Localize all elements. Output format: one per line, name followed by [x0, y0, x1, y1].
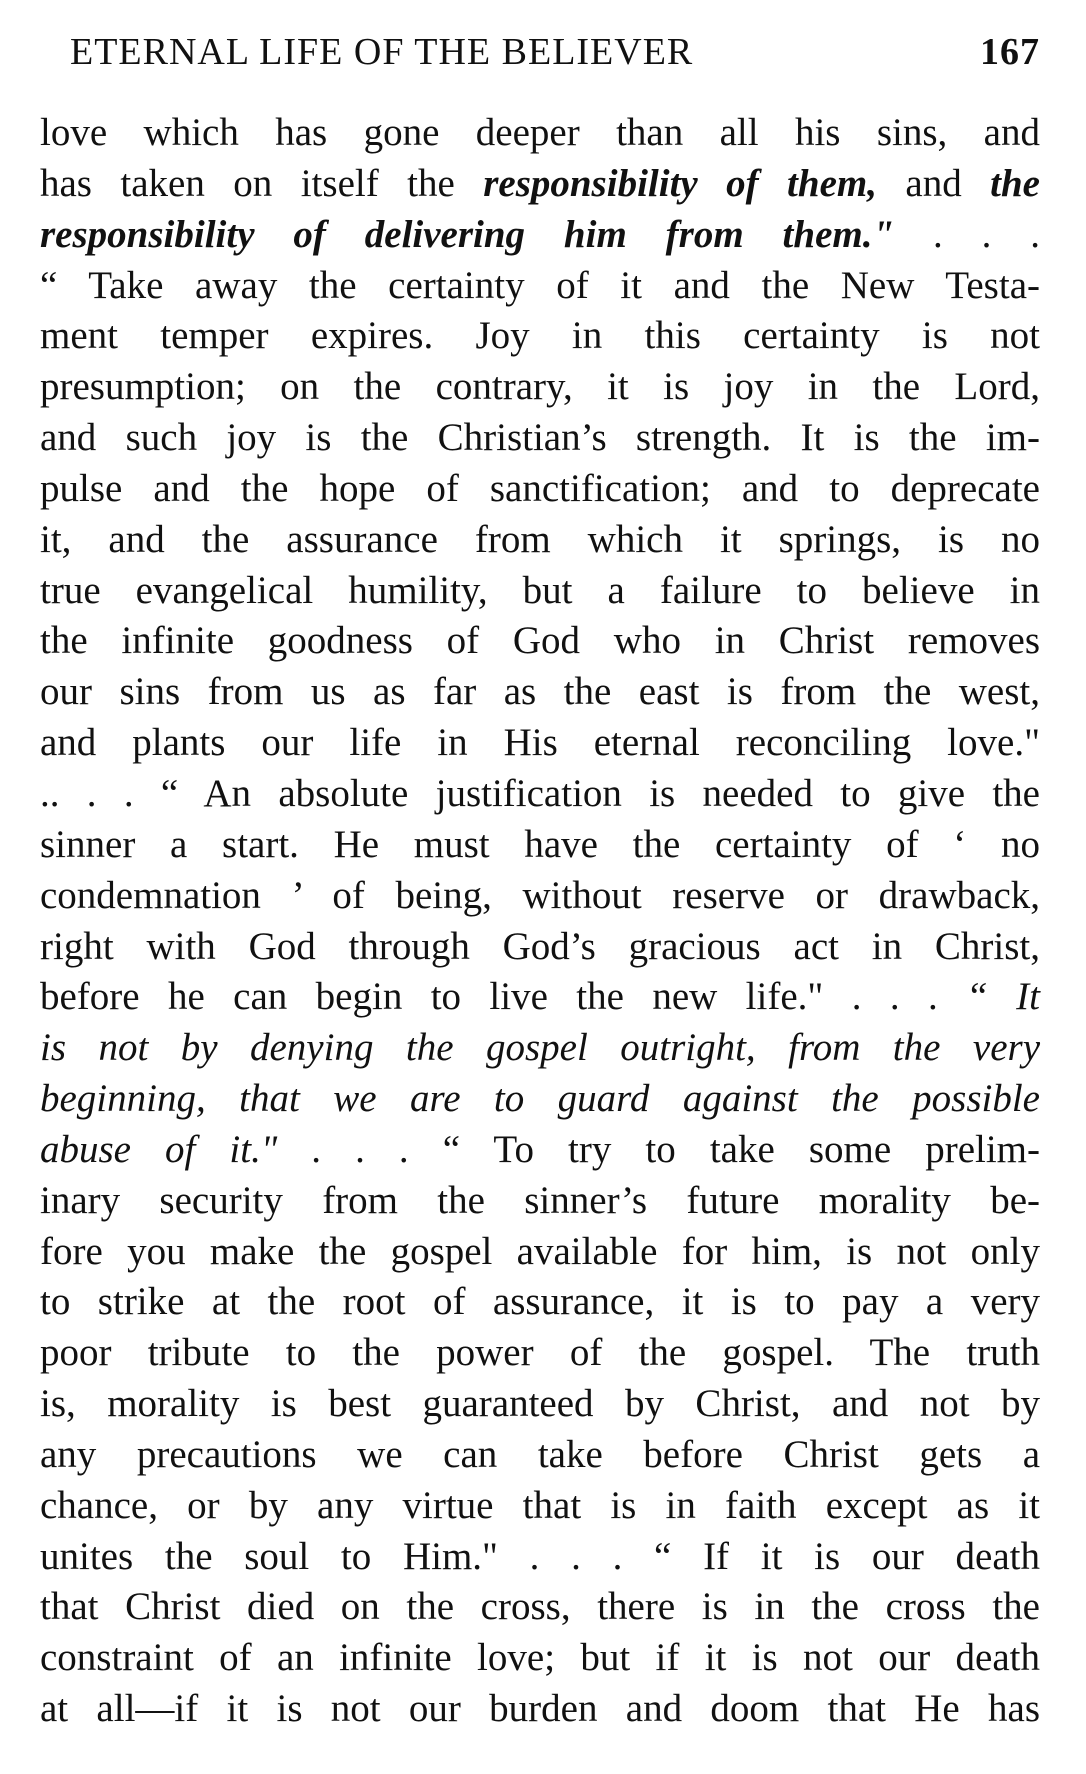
text-line [40, 820, 1040, 871]
text-line [40, 210, 1040, 261]
text-line [40, 871, 1040, 922]
text-line [40, 413, 1040, 464]
text-line [40, 1379, 1040, 1430]
text-line [40, 1277, 1040, 1328]
text-segment: that Christ died on the cross, there is in the cross the [40, 1585, 1040, 1629]
text-segment: fore you make the gospel available for him, is not only [40, 1229, 1040, 1273]
text-line [40, 311, 1040, 362]
text-segment: “ Take away the certainty of it and the New Testa- [40, 263, 1040, 307]
text-segment: presumption; on the contrary, it is joy in the Lord, [40, 365, 1040, 409]
text-segment: is, morality is best guaranteed by Christ, and not by [40, 1382, 1040, 1426]
text-segment: and plants our life in His eternal reconciling love." [40, 721, 1040, 765]
text-segment: any precautions we can take before Christ gets a [40, 1432, 1040, 1476]
emphasized-text: is not by denying the gospel outright, from the very [40, 1026, 1040, 1070]
text-line [40, 769, 1040, 820]
text-segment: to strike at the root of assurance, it is to pay a very [40, 1280, 1040, 1324]
text-segment: at all—if it is not our burden and doom that He has [40, 1687, 1040, 1731]
text-segment: and such joy is the Christian’s strength. It is the im- [40, 416, 1040, 460]
text-segment: pulse and the hope of sanctification; and to deprecate [40, 466, 1040, 510]
running-head-title: ETERNAL LIFE OF THE BELIEVER [70, 31, 694, 73]
text-line [40, 108, 1040, 159]
emphasized-text: abuse of it." [40, 1127, 278, 1171]
emphasized-text: “ It [966, 975, 1041, 1019]
text-line [40, 1430, 1040, 1481]
text-line [40, 972, 1040, 1023]
text-segment: before he can begin to live the new life." . . . [40, 975, 967, 1019]
text-line [40, 1532, 1040, 1583]
text-segment: chance, or by any virtue that is in faith except as it [40, 1483, 1040, 1527]
text-line [40, 515, 1040, 566]
emphasized-text: responsibility of delivering him from them." [40, 212, 895, 256]
text-line [40, 1074, 1040, 1125]
emphasized-text: responsibility of them, [483, 161, 877, 205]
emphasized-text: beginning, that we are to guard against the possible [40, 1077, 1040, 1121]
text-segment: constraint of an infinite love; but if it is not our death [40, 1636, 1040, 1680]
text-line [40, 667, 1040, 718]
text-line [40, 1227, 1040, 1278]
text-line [40, 1023, 1040, 1074]
text-segment: it, and the assurance from which it springs, is no [40, 517, 1040, 561]
text-line [40, 1481, 1040, 1532]
text-line [40, 1582, 1040, 1633]
text-line [40, 616, 1040, 667]
text-line [40, 566, 1040, 617]
text-segment: the infinite goodness of God who in Christ removes [40, 619, 1040, 663]
text-line [40, 922, 1040, 973]
text-segment: our sins from us as far as the east is from the west, [40, 670, 1040, 714]
body-text [40, 108, 1040, 1735]
text-line [40, 718, 1040, 769]
running-head [70, 22, 1040, 82]
text-segment: .. . . “ An absolute justification is needed to give the [40, 771, 1040, 815]
text-line [40, 159, 1040, 210]
text-segment: condemnation ’ of being, without reserve or drawback, [40, 873, 1040, 917]
text-line [40, 1176, 1040, 1227]
text-segment: true evangelical humility, but a failure to believe in [40, 568, 1040, 612]
text-line [40, 1328, 1040, 1379]
text-line [40, 1633, 1040, 1684]
text-segment: right with God through God’s gracious act in Christ, [40, 924, 1040, 968]
text-line [40, 362, 1040, 413]
text-line [40, 1125, 1040, 1176]
text-segment: ment temper expires. Joy in this certainty is not [40, 314, 1040, 358]
page-number: 167 [980, 31, 1040, 73]
text-segment: poor tribute to the power of the gospel. The truth [40, 1331, 1040, 1375]
text-segment: unites the soul to Him." . . . “ If it is our death [40, 1534, 1040, 1578]
text-segment: has taken on itself the [40, 161, 484, 205]
text-segment: . . . “ To try to take some prelim- [277, 1127, 1041, 1171]
text-line [40, 464, 1040, 515]
text-segment: . . . [894, 212, 1040, 256]
text-segment: inary security from the sinner’s future morality be- [40, 1178, 1040, 1222]
text-segment: and [876, 161, 991, 205]
text-segment: sinner a start. He must have the certainty of ‘ no [40, 822, 1040, 866]
text-segment: love which has gone deeper than all his sins, and [40, 111, 1040, 154]
text-line [40, 261, 1040, 312]
text-line [40, 1684, 1040, 1735]
emphasized-text: the [990, 161, 1040, 205]
